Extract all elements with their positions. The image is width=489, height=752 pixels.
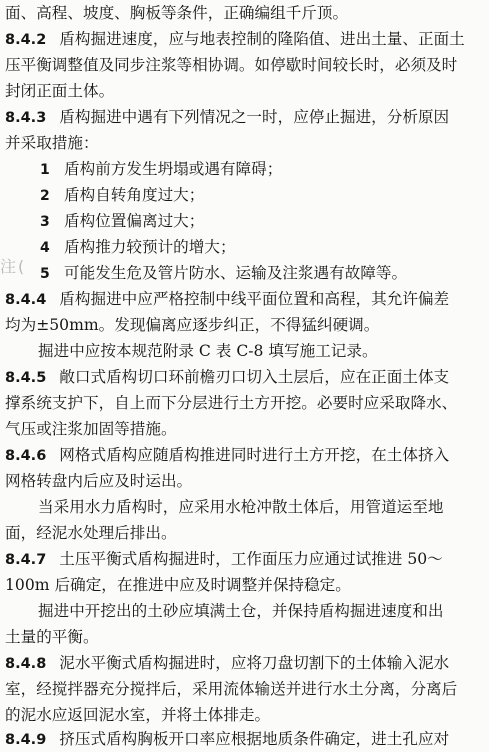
clause-number: 8.4.2	[5, 32, 47, 48]
text-line: 面、高程、坡度、胸板等条件，正确编组千斤顶。	[5, 4, 349, 22]
list-item: 2 盾构自转角度过大；	[40, 186, 205, 204]
text-line: 网格转盘内后应及时运出。	[5, 472, 193, 490]
clause-number: 8.4.3	[5, 110, 47, 126]
clause-8-4-9: 8.4.9 挤压式盾构胸板开口率应根据地质条件确定，进土孔应对	[5, 730, 450, 748]
clause-number: 8.4.8	[5, 656, 47, 672]
clause-number: 8.4.6	[5, 448, 47, 464]
clause-number: 8.4.7	[5, 552, 47, 568]
text-line: 室，经搅拌器充分搅拌后，采用流体输送并进行水土分离，分离后	[5, 680, 458, 698]
clause-number: 8.4.9	[5, 732, 47, 748]
text-line: 并采取措施：	[5, 134, 99, 152]
text-line: 面，经泥水处理后排出。	[5, 524, 177, 542]
text-line: 的泥水应返回泥水室，并将土体排走。	[5, 706, 271, 724]
list-item: 3 盾构位置偏离过大；	[40, 212, 205, 230]
text-line: 土量的平衡。	[5, 628, 99, 646]
text-line: 掘进中应按本规范附录 C 表 C-8 填写施工记录。	[38, 342, 378, 360]
text-line: 气压或注浆加固等措施。	[5, 420, 177, 438]
watermark-text: 注(	[0, 257, 27, 276]
text-line: 100m 后确定，在推进中应及时调整并保持稳定。	[5, 576, 351, 594]
list-item: 5 可能发生危及管片防水、运输及注浆遇有故障等。	[40, 264, 408, 282]
clause-number: 8.4.5	[5, 370, 47, 386]
list-item: 4 盾构推力较预计的增大；	[40, 238, 236, 256]
text-line: 当采用水力盾构时，应采用水枪冲散土体后，用管道运至地	[38, 498, 444, 516]
list-item: 1 盾构前方发生坍塌或遇有障碍；	[40, 160, 283, 178]
clause-8-4-2: 8.4.2 盾构掘进速度，应与地表控制的隆陷值、进出土量、正面土	[5, 30, 465, 48]
clause-8-4-7: 8.4.7 土压平衡式盾构掘进时，工作面压力应通过试推进 50～	[5, 550, 443, 568]
text-line: 掘进中开挖出的土砂应填满土仓，并保持盾构掘进速度和出	[38, 602, 444, 620]
clause-8-4-3: 8.4.3 盾构掘进中遇有下列情况之一时，应停止掘进，分析原因	[5, 108, 450, 126]
text-line: 压平衡调整值及同步注浆等相协调。如停歇时间较长时，必须及时	[5, 56, 458, 74]
text-line: 封闭正面土体。	[5, 82, 115, 100]
clause-8-4-8: 8.4.8 泥水平衡式盾构掘进时，应将刀盘切割下的土体输入泥水	[5, 654, 450, 672]
clause-8-4-5: 8.4.5 敞口式盾构切口环前檐刃口切入土层后，应在正面土体支	[5, 368, 450, 386]
clause-8-4-6: 8.4.6 网格式盾构应随盾构推进同时进行土方开挖，在土体挤入	[5, 446, 450, 464]
clause-number: 8.4.4	[5, 292, 47, 308]
clause-8-4-4: 8.4.4 盾构掘进中应严格控制中线平面位置和高程，其允许偏差	[5, 290, 450, 308]
text-line: 撑系统支护下，自上而下分层进行土方开挖。必要时应采取降水、	[5, 394, 458, 412]
text-line: 均为±50mm。发现偏离应逐步纠正，不得猛纠硬调。	[5, 316, 380, 334]
